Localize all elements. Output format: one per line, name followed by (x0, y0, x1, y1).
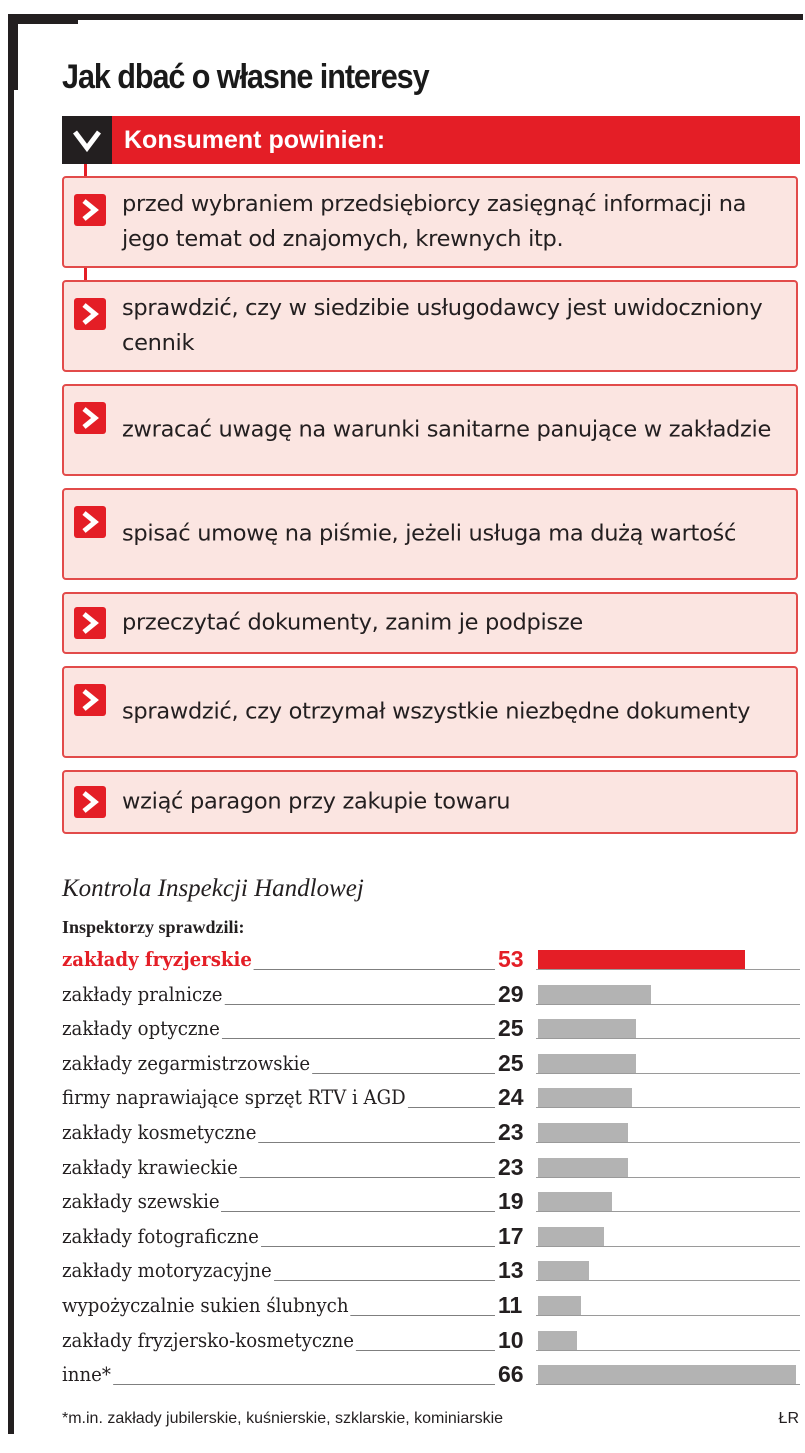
connector-line (84, 164, 87, 176)
baseline (536, 1038, 800, 1039)
connector-line (84, 268, 87, 280)
chevron-right-icon (74, 298, 106, 330)
chevron-right-icon (74, 607, 106, 639)
chart-row (62, 978, 800, 1012)
baseline (536, 1004, 800, 1005)
category-label: inne* (62, 1363, 111, 1387)
footnote: *m.in. zakłady jubilerskie, kuśnierskie, szklarskie, kominiarskie (62, 1410, 504, 1427)
bar (538, 985, 651, 1004)
advice-item (62, 280, 798, 372)
chart-row (62, 1220, 800, 1254)
value-label: 25 (498, 1015, 524, 1042)
chart-row (62, 1116, 800, 1150)
bar (538, 1261, 589, 1280)
baseline (536, 1246, 800, 1247)
bar (538, 950, 745, 969)
chart-title: Kontrola Inspekcji Handlowej (62, 875, 364, 902)
author-credit: ŁR (778, 1410, 799, 1427)
advice-text: spisać umowę na piśmie, jeżeli usługa ma dużą wartość (122, 520, 737, 547)
chart-row (62, 1254, 800, 1288)
advice-text: przeczytać dokumenty, zanim je podpisze (122, 609, 583, 636)
value-label: 13 (498, 1257, 524, 1284)
category-label: zakłady motoryzacyjne (62, 1259, 272, 1283)
value-label: 66 (498, 1361, 524, 1388)
baseline (536, 1107, 800, 1108)
category-label: zakłady kosmetyczne (62, 1121, 257, 1144)
value-label: 29 (498, 980, 524, 1007)
baseline (536, 969, 800, 970)
chart-row (62, 1324, 800, 1358)
baseline (536, 1315, 800, 1316)
value-label: 23 (498, 1119, 524, 1145)
baseline (536, 1280, 800, 1281)
bar (538, 1331, 577, 1350)
chevron-right-icon (74, 684, 106, 716)
frame-top-rule (8, 14, 803, 20)
category-label: zakłady fotograficzne (62, 1224, 259, 1248)
baseline (536, 1211, 800, 1212)
chevron-right-icon (74, 506, 106, 538)
baseline (536, 1142, 800, 1143)
chart-row (62, 1081, 800, 1115)
bar (538, 1054, 636, 1073)
value-label: 17 (498, 1222, 524, 1249)
bar (538, 1088, 632, 1107)
category-label: zakłady optyczne (62, 1017, 220, 1041)
baseline (536, 1384, 800, 1385)
category-label: zakłady szewskie (62, 1190, 220, 1214)
bar (538, 1123, 628, 1142)
category-label: zakłady pralnicze (62, 982, 223, 1006)
chart-subtitle: Inspektorzy sprawdzili: (62, 917, 245, 937)
chart-row (62, 1012, 800, 1046)
category-label: zakłady krawieckie (62, 1155, 238, 1179)
frame-corner-vertical (8, 14, 18, 90)
chart-row (62, 1358, 800, 1392)
frame-corner (8, 14, 78, 24)
baseline (536, 1350, 800, 1351)
chart-row (62, 1047, 800, 1081)
advice-item (62, 176, 798, 268)
section-header (62, 116, 800, 164)
bar (538, 1296, 581, 1315)
value-label: 19 (498, 1188, 524, 1215)
chart-row (62, 943, 800, 977)
advice-text: wziąć paragon przy zakupie towaru (122, 788, 511, 815)
chart-row (62, 1151, 800, 1185)
value-label: 24 (498, 1084, 524, 1111)
category-label: firmy naprawiające sprzęt RTV i AGD (62, 1086, 406, 1110)
baseline (536, 1177, 800, 1178)
advice-item (62, 384, 798, 476)
value-label: 25 (498, 1049, 524, 1076)
chart-row (62, 1289, 800, 1323)
frame-left-rule (8, 14, 14, 1434)
checkmark-icon (62, 116, 112, 164)
chart-row (62, 1185, 800, 1219)
leader-line (62, 1384, 495, 1385)
page-title: Jak dbać o własne interesy (62, 58, 429, 96)
advice-text: sprawdzić, czy otrzymał wszystkie niezbędne dokumenty (122, 698, 751, 725)
category-label: wypożyczalnie sukien ślubnych (62, 1294, 349, 1317)
advice-text: przed wybraniem przedsiębiorcy zasięgnąć informacji na jego temat od znajomych, krewnych itp. (122, 191, 747, 252)
bar (538, 1365, 796, 1384)
bar (538, 1192, 612, 1211)
category-label: zakłady fryzjersko-kosmetyczne (62, 1328, 355, 1352)
advice-item (62, 666, 798, 758)
advice-item (62, 592, 798, 654)
bar (538, 1158, 628, 1177)
baseline (536, 1073, 800, 1074)
category-label: zakłady fryzjerskie (62, 948, 252, 971)
value-label: 23 (498, 1153, 524, 1180)
value-label: 53 (498, 946, 524, 972)
bar (538, 1227, 604, 1246)
section-header-label: Konsument powinien: (124, 126, 386, 154)
value-label: 11 (498, 1292, 523, 1318)
advice-item (62, 488, 798, 580)
advice-text: zwracać uwagę na warunki sanitarne panujące w zakładzie (122, 416, 772, 443)
chevron-right-icon (74, 786, 106, 818)
chevron-right-icon (74, 194, 106, 226)
advice-text: sprawdzić, czy w siedzibie usługodawcy jest uwidoczniony cennik (122, 295, 763, 356)
value-label: 10 (498, 1326, 524, 1353)
advice-item (62, 770, 798, 834)
category-label: zakłady zegarmistrzowskie (62, 1051, 311, 1075)
chevron-right-icon (74, 402, 106, 434)
bar (538, 1019, 636, 1038)
